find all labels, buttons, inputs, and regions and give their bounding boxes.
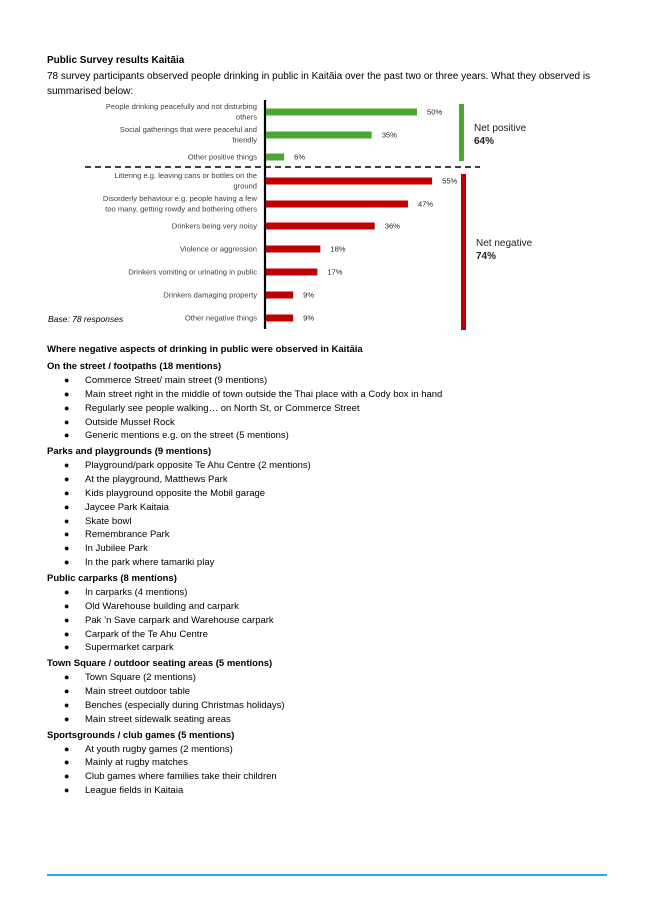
list-item-text: Kids playground opposite the Mobil garage [85,487,266,499]
category-label: Violence or aggression [179,244,257,254]
net-negative-label: Net negative [476,238,533,249]
net-negative-value: 74% [476,251,497,262]
list-item [47,501,607,515]
list-item [47,459,607,473]
list-item-text: At the playground, Matthews Park [85,474,228,486]
bullet-list [47,586,607,655]
group-heading: Parks and playgrounds (9 mentions) [47,446,212,458]
group-heading: Town Square / outdoor seating areas (5 mentions) [47,658,273,670]
list-item-text: Generic mentions e.g. on the street (5 mentions) [85,430,289,442]
bar-negative [266,246,320,253]
list-item-text: Old Warehouse building and carpark [85,600,239,612]
list-item-text: In Jubilee Park [85,543,148,555]
list-item [47,542,607,556]
bar-value-label: 6% [294,152,306,162]
bullet-icon: ● [64,487,70,498]
bullet-icon: ● [64,430,70,441]
list-item [47,515,607,529]
category-label: friendly [232,135,257,145]
list-item [47,671,607,685]
net-positive-bracket [459,104,464,161]
list-item [47,641,607,655]
list-item-text: In the park where tamariki play [85,557,215,569]
list-item [47,416,607,430]
bar-negative [266,269,317,276]
category-label: Disorderly behaviour e.g. people having a few [102,194,257,203]
list-item-text: Playground/park opposite Te Ahu Centre (2 mentions) [85,460,311,472]
list-item [47,586,607,600]
intro-text: 78 survey participants observed people drinking in public in Kaitāia over the past two or three years. What they observed is summarised below: [47,71,591,97]
bullet-icon: ● [64,501,70,512]
group-heading: Sportsgrounds / club games (5 mentions) [47,729,235,741]
list-item-text: Jaycee Park Kaitaia [85,501,169,513]
category-label: others [235,112,257,122]
footer-divider [47,874,607,876]
bullet-icon: ● [64,672,70,683]
bullet-icon: ● [64,515,70,526]
bullet-icon: ● [64,416,70,427]
bullet-icon: ● [64,785,70,796]
list-item-text: Regularly see people walking… on North St, or Commerce Street [85,402,360,414]
list-item [47,487,607,501]
bullet-icon: ● [64,686,70,697]
bullet-icon: ● [64,375,70,385]
section-title: Where negative aspects of drinking in public were observed in Kaitāia [47,344,363,355]
bullet-icon: ● [64,388,70,399]
list-item [47,756,607,770]
list-item [47,743,607,757]
list-item-text: Mainly at rugby matches [85,757,188,769]
list-item [47,528,607,542]
list-item-text: League fields in Kaitaia [85,785,184,797]
bar-value-label: 9% [303,313,315,323]
net-negative-bracket [461,174,466,330]
page-title: Public Survey results Kaitāia [47,55,185,66]
list-item-text: Commerce Street/ main street (9 mentions) [85,375,268,386]
group-heading: On the street / footpaths (18 mentions) [47,361,222,372]
bullet-icon: ● [64,699,70,710]
bullet-list [47,743,607,798]
bullet-icon: ● [64,757,70,768]
list-item [47,473,607,487]
bullet-icon: ● [64,600,70,611]
bar-value-label: 9% [303,290,315,300]
list-item [47,784,607,798]
bar-negative [266,315,293,322]
bullet-icon: ● [64,543,70,554]
bar-value-label: 35% [381,130,397,140]
bullet-icon: ● [64,474,70,485]
location-group [47,360,607,443]
bar-value-label: 50% [427,107,443,117]
locations-lists [47,360,607,800]
bullet-icon: ● [64,771,70,782]
list-item-text: Benches (especially during Christmas holidays) [85,699,285,711]
list-item-text: Main street outdoor table [85,686,191,698]
bar-negative [266,292,293,299]
list-item-text: In carparks (4 mentions) [85,586,188,598]
bar-value-label: 17% [327,267,343,277]
list-item [47,628,607,642]
category-label: People drinking peacefully and not disturbing [105,102,257,111]
list-item-text: At youth rugby games (2 mentions) [85,743,233,755]
category-label: Social gatherings that were peaceful and [119,125,257,134]
list-item [47,402,607,416]
group-heading: Public carparks (8 mentions) [47,572,177,584]
bar-negative [266,223,375,230]
bullet-icon: ● [64,529,70,540]
list-item-text: Outside Mussel Rock [85,416,175,428]
list-item [47,770,607,784]
bar-negative [266,178,432,185]
bullet-icon: ● [64,460,70,471]
category-label: too many, getting rowdy and bothering others [105,204,257,214]
bullet-icon: ● [64,557,70,568]
category-label: Other negative things [184,313,257,323]
list-item [47,614,607,628]
category-label: Drinkers being very noisy [171,221,257,231]
bullet-list [47,459,607,570]
list-item-text: Town Square (2 mentions) [85,672,196,684]
bullet-icon: ● [64,586,70,597]
location-group [47,729,607,798]
bar-positive [266,109,417,116]
list-item [47,685,607,699]
bullet-list [47,671,607,726]
bar-positive [266,132,372,139]
bar-value-label: 47% [417,199,434,209]
list-item-text: Main street sidewalk seating areas [85,713,231,725]
list-item [47,388,607,402]
category-label: Drinkers vomiting or urinating in public [128,267,257,277]
list-item-text: Remembrance Park [85,529,170,541]
list-item-text: Supermarket carpark [85,642,174,654]
location-group [47,657,607,726]
bar-negative [266,201,408,208]
list-item [47,600,607,614]
list-item [47,429,607,443]
list-item [47,374,607,388]
bullet-icon: ● [64,402,70,413]
list-item-text: Club games where families take their children [85,771,277,783]
list-item-text: Skate bowl [85,515,132,527]
survey-bar-chart [0,0,645,340]
bullet-icon: ● [64,628,70,639]
list-item [47,713,607,727]
bullet-icon: ● [64,642,70,653]
list-item [47,556,607,570]
category-label: Drinkers damaging property [163,290,257,300]
chart-svg [0,0,645,340]
category-label: Other positive things [187,152,257,162]
category-label: ground [233,181,257,191]
list-item-text: Carpark of the Te Ahu Centre [85,628,208,640]
location-group [47,572,607,655]
bar-positive [266,154,284,161]
bar-value-label: 55% [442,176,458,186]
list-item-text: Main street right in the middle of town outside the Thai place with a Cody box in hand [85,388,443,400]
list-item-text: Pak ’n Save carpark and Warehouse carpark [85,614,274,626]
net-positive-label: Net positive [474,123,527,134]
bullet-icon: ● [64,743,70,754]
bar-value-label: 18% [330,244,346,254]
location-group [47,445,607,570]
bullet-icon: ● [64,614,70,625]
bar-value-label: 36% [384,221,400,231]
category-label: Littering e.g. leaving cans or bottles on the [114,171,257,180]
bullet-list [47,374,607,443]
chart-base-note: Base: 78 responses [48,314,124,324]
net-positive-value: 64% [474,136,495,147]
list-item [47,699,607,713]
bullet-icon: ● [64,713,70,724]
